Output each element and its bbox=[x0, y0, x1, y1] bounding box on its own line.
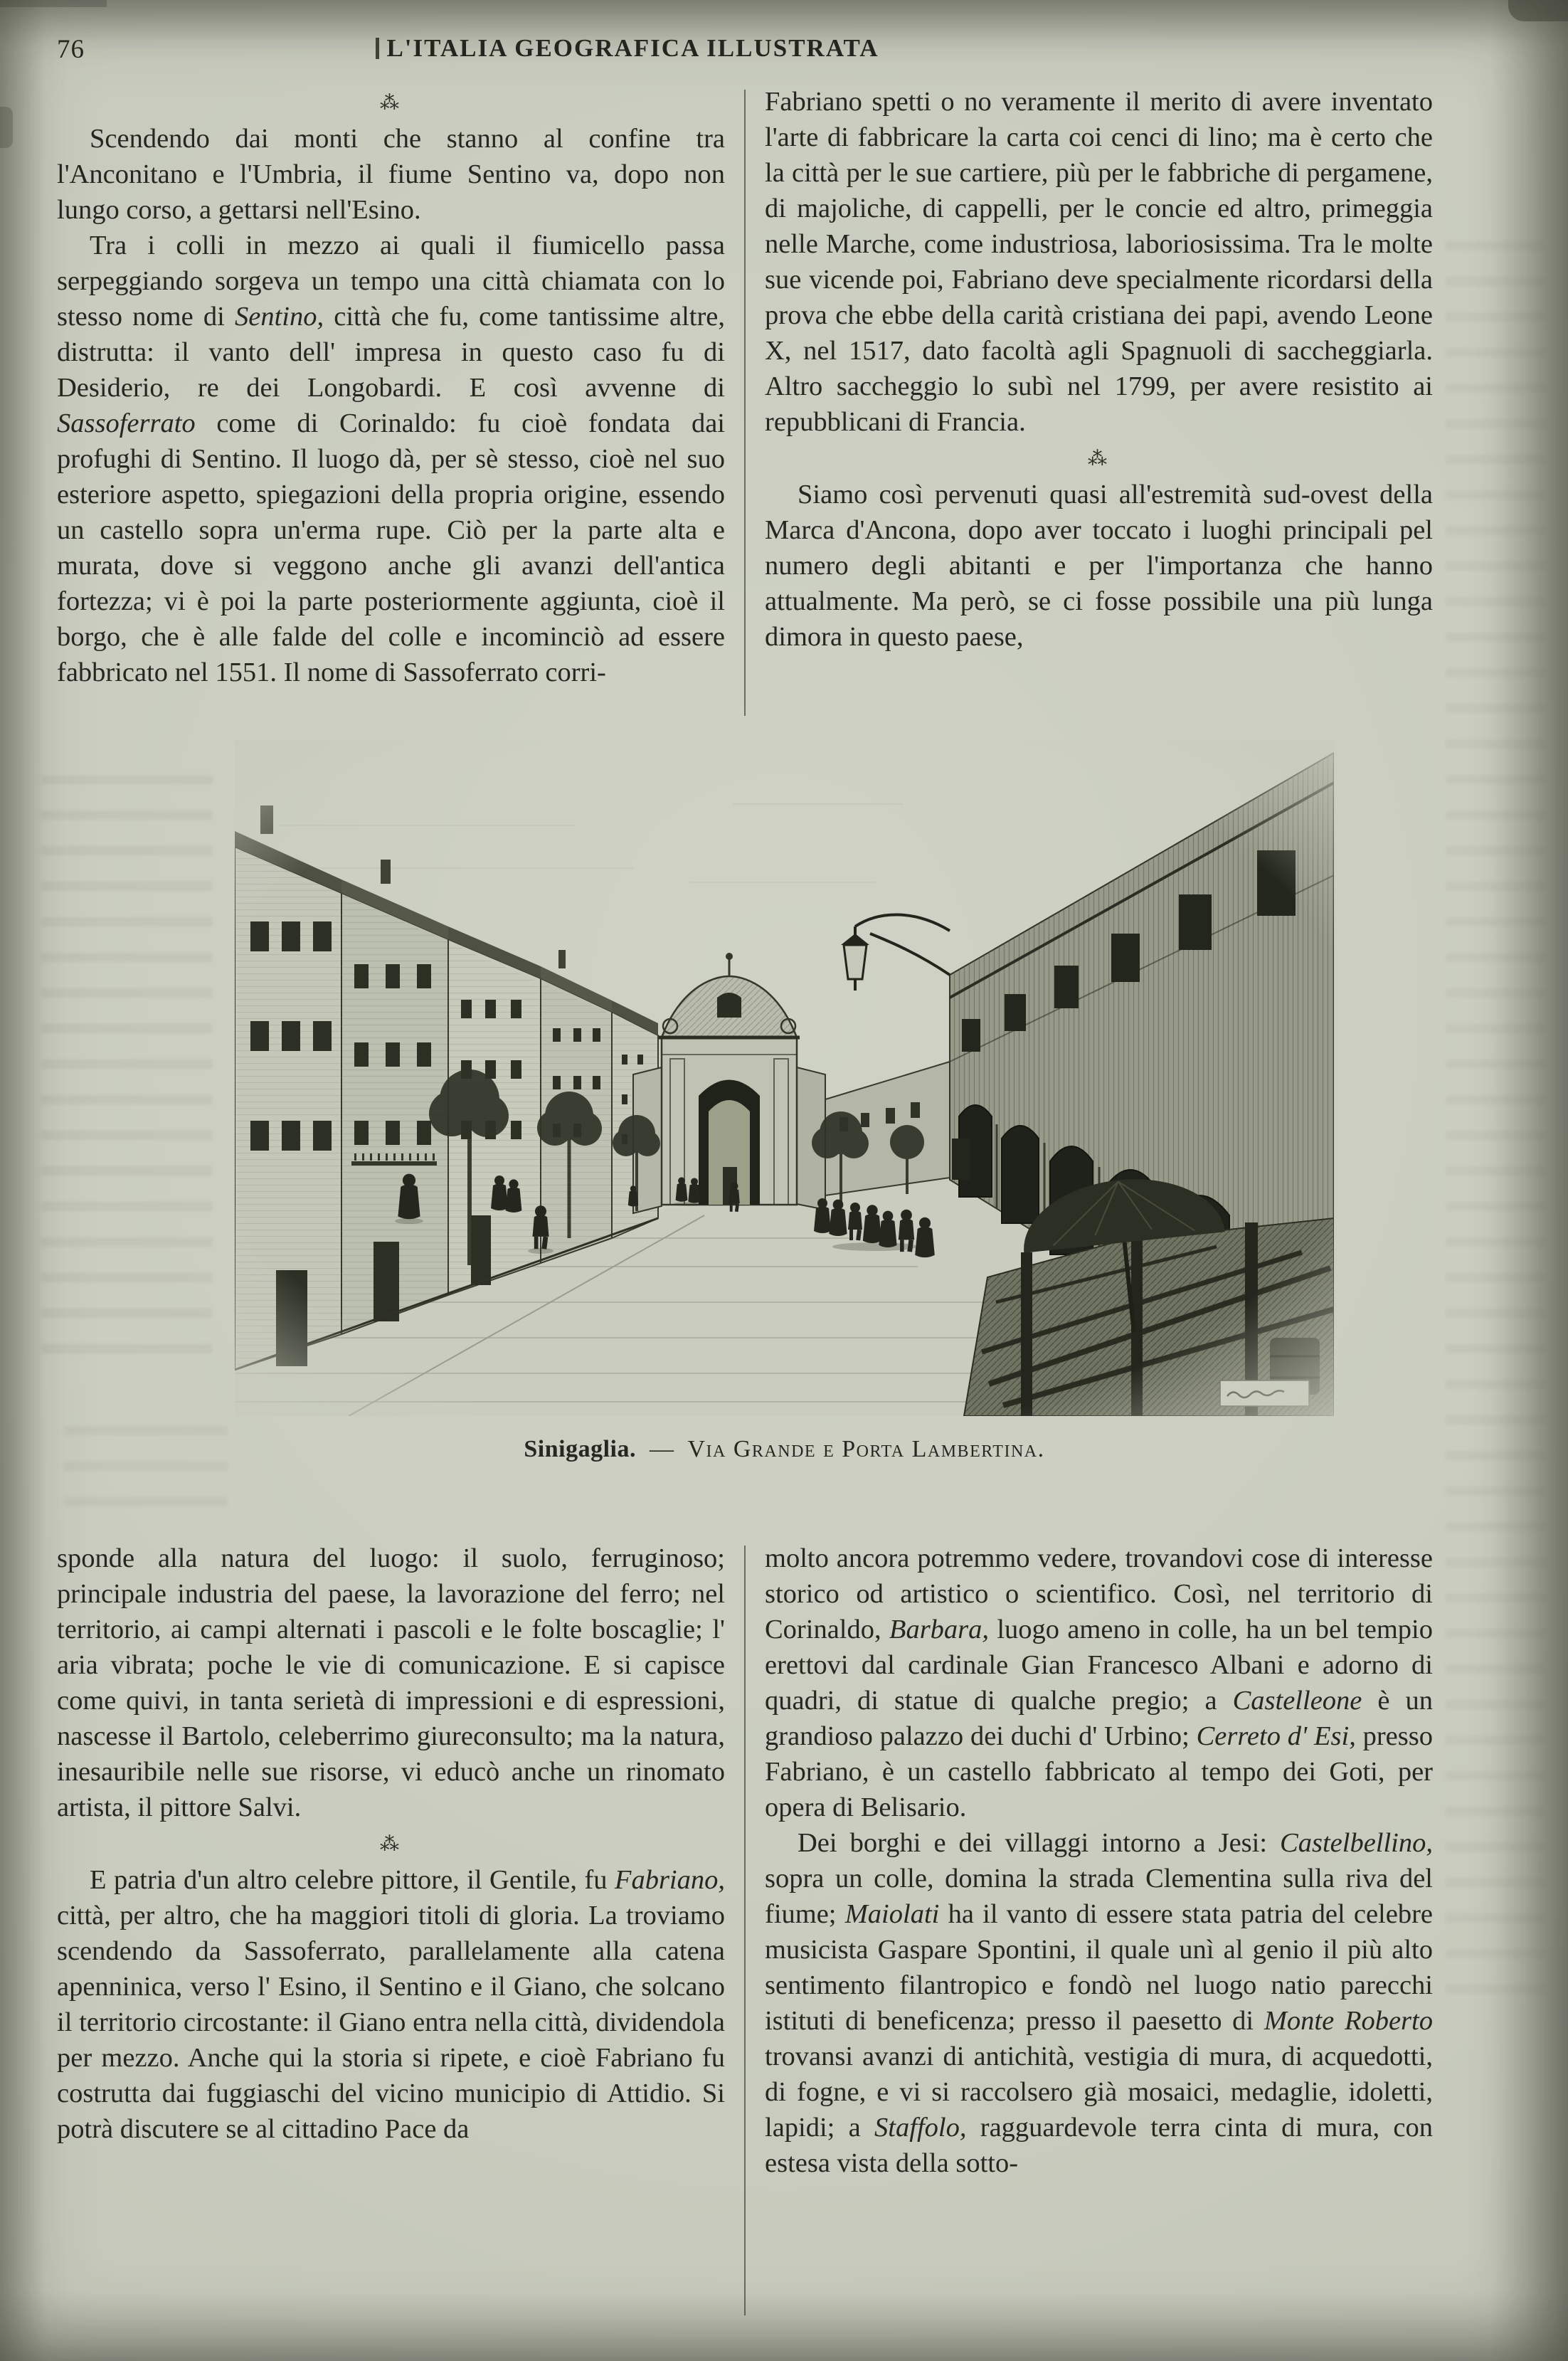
engraving-figure bbox=[235, 740, 1334, 1416]
page-header bbox=[57, 31, 1433, 68]
bleedthrough-ghost bbox=[64, 1412, 228, 1519]
section-separator: ⁂ bbox=[380, 92, 402, 113]
bleedthrough-ghost bbox=[41, 776, 212, 1366]
paragraph: Fabriano spetti o no veramente il merito di avere inventato l'arte di fabbricare la carta coi cenci di lino; ma è certo che la città per le sue cartiere, più per le fabbriche di pergamene, di majoliche, di cappelli, per le concie ed altro, primeggia nelle Marche, come industriosa, laboriosissima. Tra le molte sue vicende poi, Fabriano deve specialmente ricordarsi della prova che ebbe della carità cristiana dei papi, avendo Leone X, nel 1517, dato facoltà agli Spagnuoli di saccheggiarla. Altro saccheggio lo subì nel 1799, per avere resistito ai repubblicani di Francia. bbox=[765, 87, 1433, 437]
engraving-sinigaglia bbox=[235, 740, 1334, 1416]
paragraph: sponde alla natura del luogo: il suolo, ferruginoso; principale industria del paese, la lavorazione del ferro; nel territorio, ai campi alternati i pascoli e le folte boscaglie; l' aria vibrata; poche le vie di comunicazione. E si capisce come quivi, in tanta serietà di impressioni e di espressioni, nascesse il Bartolo, celeberrimo giureconsulto; ma la natura, inesauribile nelle sue risorse, vi educò anche un rinomato artista, il pittore Salvi. bbox=[57, 1543, 725, 1822]
paragraph: Scendendo dai monti che stanno al confine tra l'Anconitano e l'Umbria, il fiume Sentino va, dopo non lungo corso, a gettarsi nell'Esino. bbox=[57, 124, 725, 225]
journal-title bbox=[0, 34, 1315, 63]
ink-blot-mark bbox=[376, 38, 379, 59]
text-column-top-right bbox=[765, 84, 1433, 728]
paragraph: Siamo così pervenuti quasi all'estremità sud-ovest della Marca d'Ancona, dopo aver toccato i luoghi principali pel numero degli abitanti e per l'importanza che hanno attualmente. Ma però, se ci fosse possibile una più lunga dimora in questo paese, bbox=[765, 480, 1433, 652]
page-number: 76 bbox=[57, 35, 85, 64]
paragraph: Dei borghi e dei villaggi intorno a Jesi: Castelbellino, sopra un colle, domina la strada Clementina sulla riva del fiume; Maiolati ha il vanto di essere stata patria del celebre musicista Gaspare Spontini, il quale unì al genio il più alto sentimento filantropico e fondò nel luogo natio parecchi istituti di beneficenza; presso il paesetto di Monte Roberto trovansi avanzi di antichità, vestigia di mura, di acquedotti, di fogne, e vi si raccolsero già mosaici, medaglie, idoletti, lapidi; a Staffolo, ragguardevole terra cinta di mura, con estesa vista della sotto- bbox=[765, 1828, 1433, 2178]
figure-caption bbox=[235, 1436, 1334, 1463]
text-column-bottom-left bbox=[57, 1541, 725, 2329]
column-divider-bottom bbox=[744, 1546, 746, 2315]
caption-place: Sinigaglia. bbox=[524, 1436, 636, 1462]
text-column-top-left bbox=[57, 84, 725, 728]
caption-title: Via Grande e Porta Lambertina. bbox=[687, 1436, 1045, 1462]
column-divider-top bbox=[744, 90, 746, 716]
caption-dash: — bbox=[649, 1436, 674, 1462]
text-column-bottom-right bbox=[765, 1541, 1433, 2329]
paragraph: E patria d'un altro celebre pittore, il Gentile, fu Fabriano, città, per altro, che ha maggiori titoli di gloria. La troviamo scendendo da Sassoferrato, parallelamente alla catena apenninica, verso l' Esino, il Sentino e il Giano, che solcano il territorio circostante: il Giano entra nella città, dividendola per mezzo. Anche qui la storia si ripete, e cioè Fabriano fu costrutta dai fuggiaschi del vicino municipio di Attidio. Si potrà discutere se al cittadino Pace da bbox=[57, 1865, 725, 2144]
paragraph: molto ancora potremmo vedere, trovandovi cose di interesse storico od artistico o scientifico. Così, nel territorio di Corinaldo, Barbara, luogo ameno in colle, ha un bel tempio erettovi dal cardinale Gian Francesco Albani e adorno di quadri, di statue di qualche pregio; a Castelleone è un grandioso palazzo dei duchi d' Urbino; Cerreto d' Esi, presso Fabriano, è un castello fabbricato al tempo dei Goti, per opera di Belisario. bbox=[765, 1543, 1433, 1822]
paragraph: Tra i colli in mezzo ai quali il fiumicello passa serpeggiando sorgeva un tempo una città chiamata con lo stesso nome di Sentino, città che fu, come tantissime altre, distrutta: il vanto dell' impresa in questo caso fu di Desiderio, re dei Longobardi. E così avvenne di Sassoferrato come di Corinaldo: fu cioè fondata dai profughi di Sentino. Il luogo dà, per sè stesso, cioè nel suo esteriore aspetto, spiegazioni della propria origine, essendo un castello sopra un'erma rupe. Ciò per la parte alta e murata, dove si veggono anche gli avanzi dell'antica fortezza; vi è poi la parte posteriormente aggiunta, cioè il borgo, che è alle falde del colle e incominciò ad essere fabbricato nel 1551. Il nome di Sassoferrato corri- bbox=[57, 231, 726, 687]
journal-title-text: L'ITALIA GEOGRAFICA ILLUSTRATA bbox=[386, 34, 879, 62]
section-separator: ⁂ bbox=[1088, 448, 1110, 469]
vignette bbox=[235, 740, 1334, 1416]
bleedthrough-ghost bbox=[1446, 228, 1545, 2007]
ink-speck bbox=[1508, 0, 1568, 21]
ink-speck bbox=[0, 107, 13, 148]
section-separator: ⁂ bbox=[380, 1833, 402, 1854]
ink-speck bbox=[0, 0, 107, 7]
